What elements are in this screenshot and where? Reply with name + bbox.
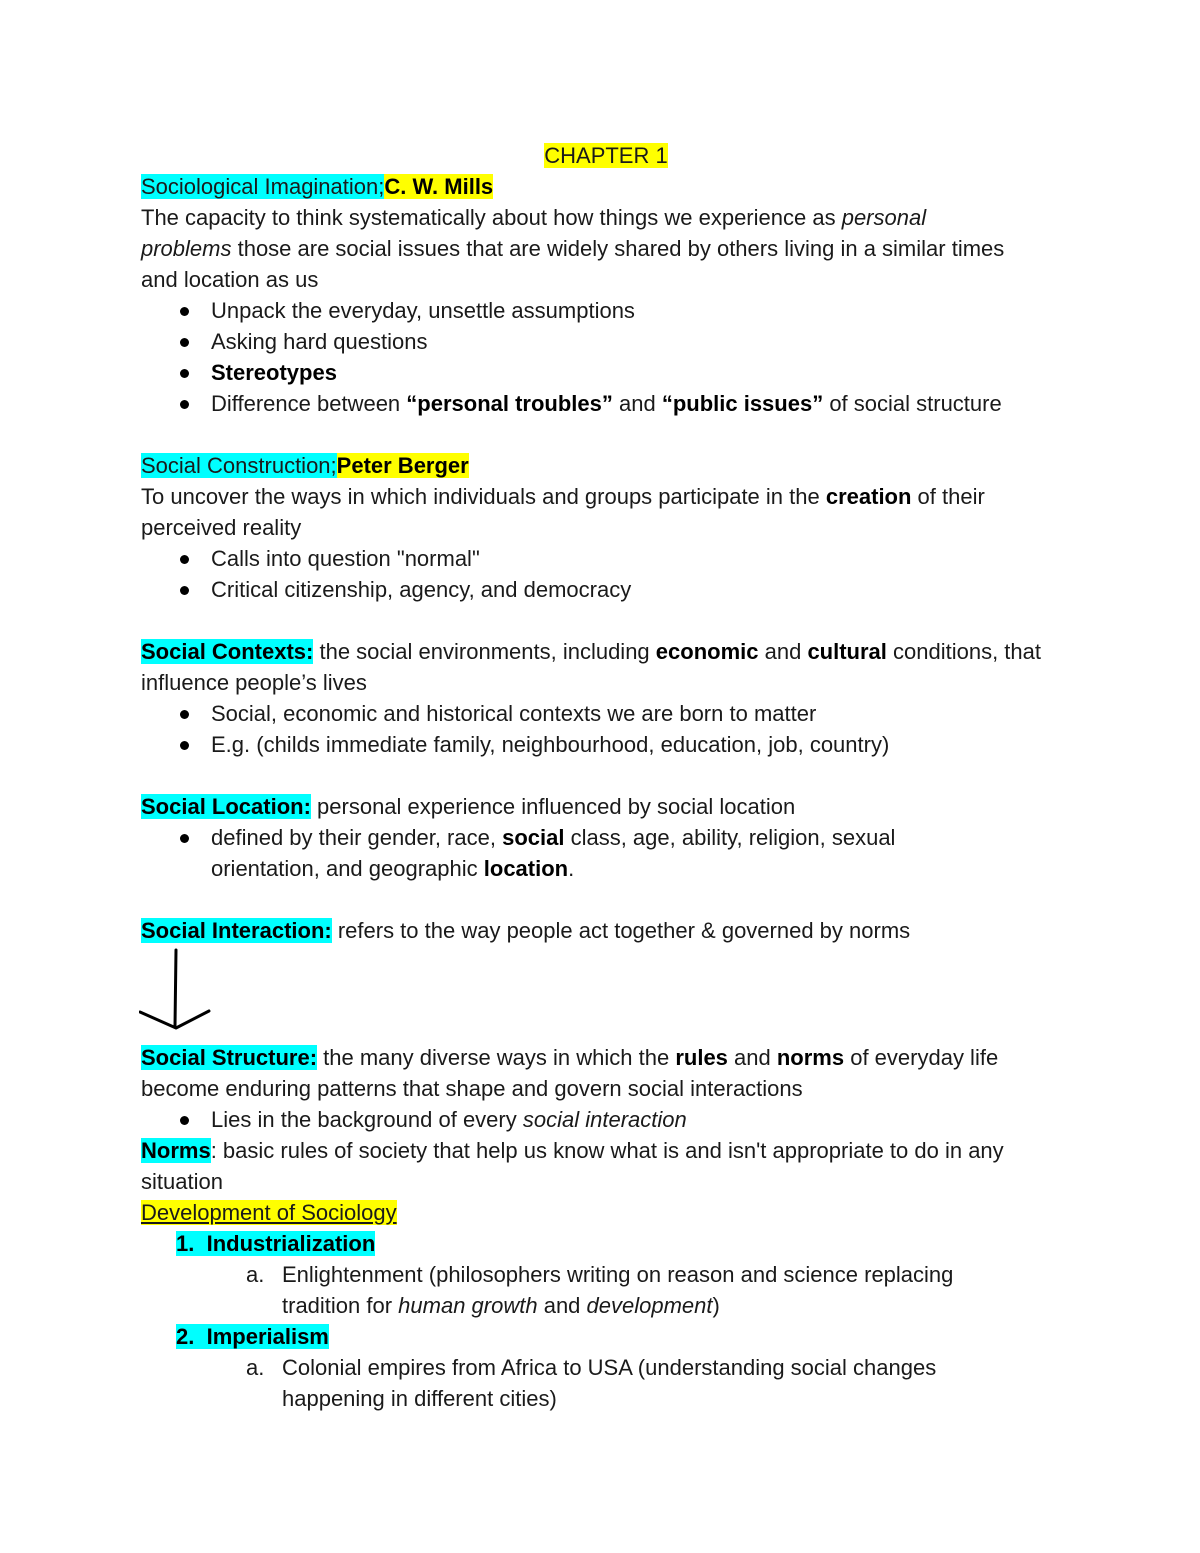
sub-item-text: and — [537, 1293, 587, 1318]
sub-item-text: Enlightenment (philosophers writing on reason and science replacing tradition for — [282, 1262, 954, 1318]
author-name: Peter Berger — [336, 453, 469, 478]
term-label: Social Interaction: — [141, 918, 332, 943]
item-number: 1. — [176, 1231, 195, 1256]
sociological-imagination-definition — [141, 202, 1011, 295]
bullet-item — [141, 326, 1071, 357]
spacer — [141, 884, 1071, 915]
bullet-item — [141, 822, 991, 884]
bullet-bold: location — [483, 856, 569, 881]
numbered-item-industrialization — [141, 1228, 1071, 1259]
item-label: Industrialization — [206, 1231, 376, 1256]
term-label: Social Structure: — [141, 1045, 318, 1070]
bullet-text: Unpack the everyday, unsettle assumptions — [211, 298, 635, 323]
sub-item — [141, 1352, 1002, 1414]
definition-text: : basic rules of society that help us know what is and isn't appropriate to do in any situation — [141, 1138, 1004, 1194]
bullet-text: Difference between — [211, 391, 407, 416]
numbered-item-imperialism — [141, 1321, 1071, 1352]
definition-text: and — [758, 639, 808, 664]
definition-text: conditions, that influence people’s lives — [141, 639, 1042, 695]
term-label: Norms — [141, 1138, 211, 1163]
bullet-item — [141, 698, 1071, 729]
bullet-item — [141, 388, 1071, 419]
bullet-item — [141, 357, 1071, 388]
social-location-definition — [141, 791, 1071, 822]
definition-text: of their perceived reality — [141, 484, 985, 540]
bullet-text: and — [612, 391, 662, 416]
bullet-text: . — [568, 856, 575, 881]
spacer — [141, 419, 1071, 450]
item-label: Imperialism — [206, 1324, 329, 1349]
chapter-title: CHAPTER 1 — [544, 143, 668, 168]
term-label: Social Contexts: — [141, 639, 314, 664]
section-heading: Sociological Imagination; — [141, 174, 385, 199]
sub-item-text: Colonial empires from Africa to USA (understanding social changes happening in different cities) — [282, 1355, 937, 1411]
bullet-text: E.g. (childs immediate family, neighbourhood, education, job, country) — [211, 732, 890, 757]
numbered-label — [176, 1324, 329, 1349]
bullet-item — [141, 295, 1071, 326]
sub-item-italic: development — [586, 1293, 713, 1318]
bullet-item — [141, 729, 1071, 760]
bullet-item — [141, 543, 1071, 574]
definition-text: personal experience influenced by social location — [310, 794, 796, 819]
definition-bold: norms — [776, 1045, 845, 1070]
definition-bold: cultural — [807, 639, 887, 664]
definition-text: those are social issues that are widely shared by others living in a similar times and location as us — [141, 236, 1005, 292]
definition-text: To uncover the ways in which individuals and groups participate in the — [141, 484, 826, 509]
section-heading: Development of Sociology — [141, 1200, 397, 1225]
section-heading: Social Construction; — [141, 453, 337, 478]
bullet-text: Lies in the background of every — [211, 1107, 523, 1132]
norms-definition — [141, 1135, 1041, 1197]
definition-text: The capacity to think systematically about how things we experience as — [141, 205, 842, 230]
social-interaction-definition — [141, 915, 1071, 946]
arrow-row — [141, 946, 1071, 1042]
bullet-bold: “public issues” — [661, 391, 824, 416]
sociological-imagination-heading — [141, 171, 1071, 202]
social-construction-definition — [141, 481, 1056, 543]
spacer — [141, 760, 1071, 791]
document-body — [141, 140, 1071, 1414]
bullet-italic: social interaction — [522, 1107, 687, 1132]
sub-item-letter: a. — [246, 1262, 265, 1287]
bullet-text: Social, economic and historical contexts we are born to matter — [211, 701, 817, 726]
social-construction-heading — [141, 450, 1071, 481]
bullet-text: Asking hard questions — [211, 329, 428, 354]
bullet-text: Calls into question "normal" — [211, 546, 480, 571]
bullet-item — [141, 574, 1071, 605]
definition-bold: rules — [675, 1045, 728, 1070]
social-contexts-definition — [141, 636, 1066, 698]
spacer — [141, 605, 1071, 636]
development-of-sociology-heading — [141, 1197, 1071, 1228]
definition-text: refers to the way people act together & governed by norms — [331, 918, 911, 943]
bullet-text: defined by their gender, race, — [211, 825, 503, 850]
definition-bold: creation — [825, 484, 912, 509]
item-number: 2. — [176, 1324, 195, 1349]
author-name: C. W. Mills — [384, 174, 494, 199]
bullet-text: Stereotypes — [211, 360, 337, 385]
bullet-item — [141, 1104, 1071, 1135]
sub-item-letter: a. — [246, 1355, 265, 1380]
chapter-title-row — [141, 140, 1071, 171]
definition-bold: economic — [655, 639, 759, 664]
definition-text: and — [727, 1045, 777, 1070]
sub-item — [141, 1259, 1002, 1321]
bullet-bold: social — [502, 825, 565, 850]
term-label: Social Location: — [141, 794, 311, 819]
numbered-label — [176, 1231, 375, 1256]
bullet-text: of social structure — [823, 391, 1002, 416]
bullet-text: Critical citizenship, agency, and democracy — [211, 577, 632, 602]
bullet-text: class, age, ability, religion, sexual orientation, and geographic — [211, 825, 896, 881]
sub-item-italic: human growth — [398, 1293, 538, 1318]
bullet-bold: “personal troubles” — [406, 391, 613, 416]
definition-text: the many diverse ways in which the — [317, 1045, 676, 1070]
sub-item-text: ) — [712, 1293, 720, 1318]
hand-drawn-down-arrow-icon — [139, 946, 219, 1036]
definition-italic: personal problems — [141, 205, 927, 261]
definition-text: the social environments, including — [313, 639, 656, 664]
definition-text: of everyday life become enduring patterns that shape and govern social interactions — [141, 1045, 999, 1101]
social-structure-definition — [141, 1042, 1066, 1104]
